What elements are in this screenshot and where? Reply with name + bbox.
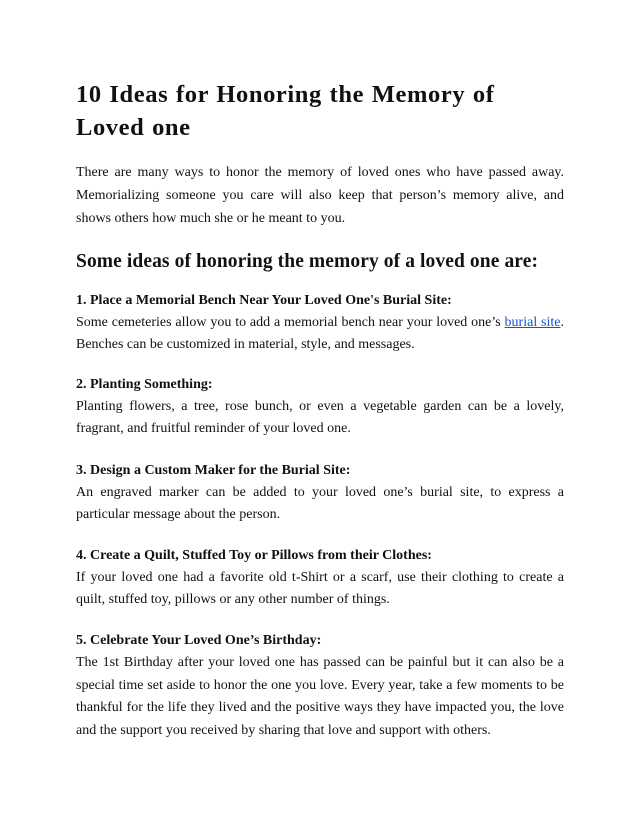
idea-item-2 bbox=[76, 374, 564, 440]
idea-body bbox=[76, 312, 564, 356]
idea-title: 3. Design a Custom Maker for the Burial Site: bbox=[76, 463, 351, 478]
idea-item-3 bbox=[76, 460, 564, 526]
idea-title: 1. Place a Memorial Bench Near Your Loved One's Burial Site: bbox=[76, 293, 452, 308]
burial-site-link[interactable]: burial site bbox=[504, 315, 561, 330]
section-subtitle: Some ideas of honoring the memory of a loved one are: bbox=[76, 251, 539, 272]
document-page bbox=[76, 78, 564, 742]
idea-body: If your loved one had a favorite old t-Shirt or a scarf, use their clothing to create a quilt, stuffed toy, pillows or any other number of things. bbox=[76, 570, 564, 607]
idea-body-text: . Benches can be customized in material, style, and messages. bbox=[76, 315, 564, 352]
idea-item-5 bbox=[76, 630, 564, 742]
idea-body: Planting flowers, a tree, rose bunch, or even a vegetable garden can be a lovely, fragrant, and fruitful reminder of your loved one. bbox=[76, 399, 564, 436]
idea-item-1 bbox=[76, 290, 564, 356]
idea-body-text: Some cemeteries allow you to add a memorial bench near your loved one’s bbox=[76, 315, 505, 330]
idea-body: The 1st Birthday after your loved one has passed can be painful but it can also be a special time set aside to honor the one you love. Every year, take a few moments to be thankful for the life they lived and the positive ways they have impacted you, the love and the support you received by sharing that love and support with others. bbox=[76, 655, 564, 738]
idea-title: 2. Planting Something: bbox=[76, 377, 213, 392]
idea-title: 5. Celebrate Your Loved One’s Birthday: bbox=[76, 633, 322, 648]
page-title: 10 Ideas for Honoring the Memory of Loved one bbox=[76, 81, 495, 141]
intro-paragraph: There are many ways to honor the memory of loved ones who have passed away. Memorializing someone you care will also keep that person’s memory alive, and shows others how much she or he meant to you. bbox=[76, 165, 564, 226]
idea-body: An engraved marker can be added to your loved one’s burial site, to express a particular message about the person. bbox=[76, 485, 564, 522]
idea-title: 4. Create a Quilt, Stuffed Toy or Pillows from their Clothes: bbox=[76, 548, 432, 563]
idea-item-4 bbox=[76, 545, 564, 611]
